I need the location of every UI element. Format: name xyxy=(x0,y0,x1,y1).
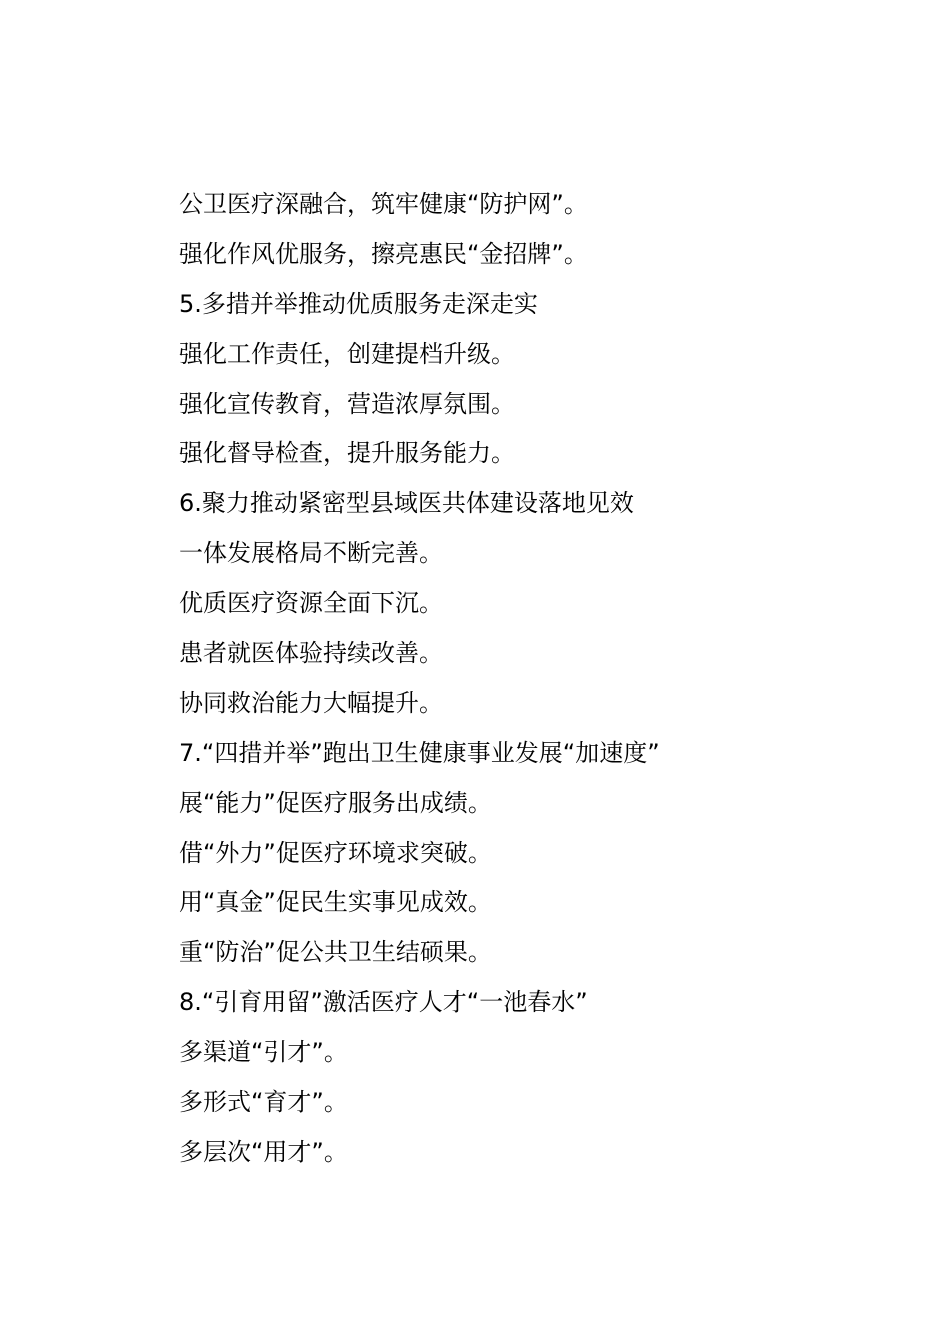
text-line: 重“防治”促公共卫生结硕果。 xyxy=(179,938,492,967)
text-line: 协同救治能力大幅提升。 xyxy=(179,688,443,717)
section-heading: 8.“引育用留”激活医疗人才“一池春水” xyxy=(179,988,588,1017)
text-line: 患者就医体验持续改善。 xyxy=(179,639,443,668)
text-line: 优质医疗资源全面下沉。 xyxy=(179,589,443,618)
text-line: 公卫医疗深融合，筑牢健康“防护网”。 xyxy=(179,190,588,218)
document-body xyxy=(179,184,879,1182)
text-line: 强化宣传教育，营造浓厚氛围。 xyxy=(179,389,515,418)
text-line: 强化督导检查，提升服务能力。 xyxy=(179,439,515,468)
section-heading: 5.多措并举推动优质服务走深走实 xyxy=(179,289,538,318)
text-line: 一体发展格局不断完善。 xyxy=(179,539,443,568)
text-line: 展“能力”促医疗服务出成绩。 xyxy=(179,788,492,817)
text-line: 用“真金”促民生实事见成效。 xyxy=(179,888,492,917)
text-line: 借“外力”促医疗环境求突破。 xyxy=(179,838,492,867)
section-heading: 7.“四措并举”跑出卫生健康事业发展“加速度” xyxy=(179,738,660,767)
text-line: 多形式“育才”。 xyxy=(179,1088,348,1117)
section-heading: 6.聚力推动紧密型县域医共体建设落地见效 xyxy=(179,489,634,518)
text-line: 强化作风优服务，擦亮惠民“金招牌”。 xyxy=(179,239,588,268)
text-line: 多层次“用才”。 xyxy=(179,1137,348,1166)
text-line: 多渠道“引才”。 xyxy=(179,1038,348,1067)
text-line: 强化工作责任，创建提档升级。 xyxy=(179,339,515,368)
